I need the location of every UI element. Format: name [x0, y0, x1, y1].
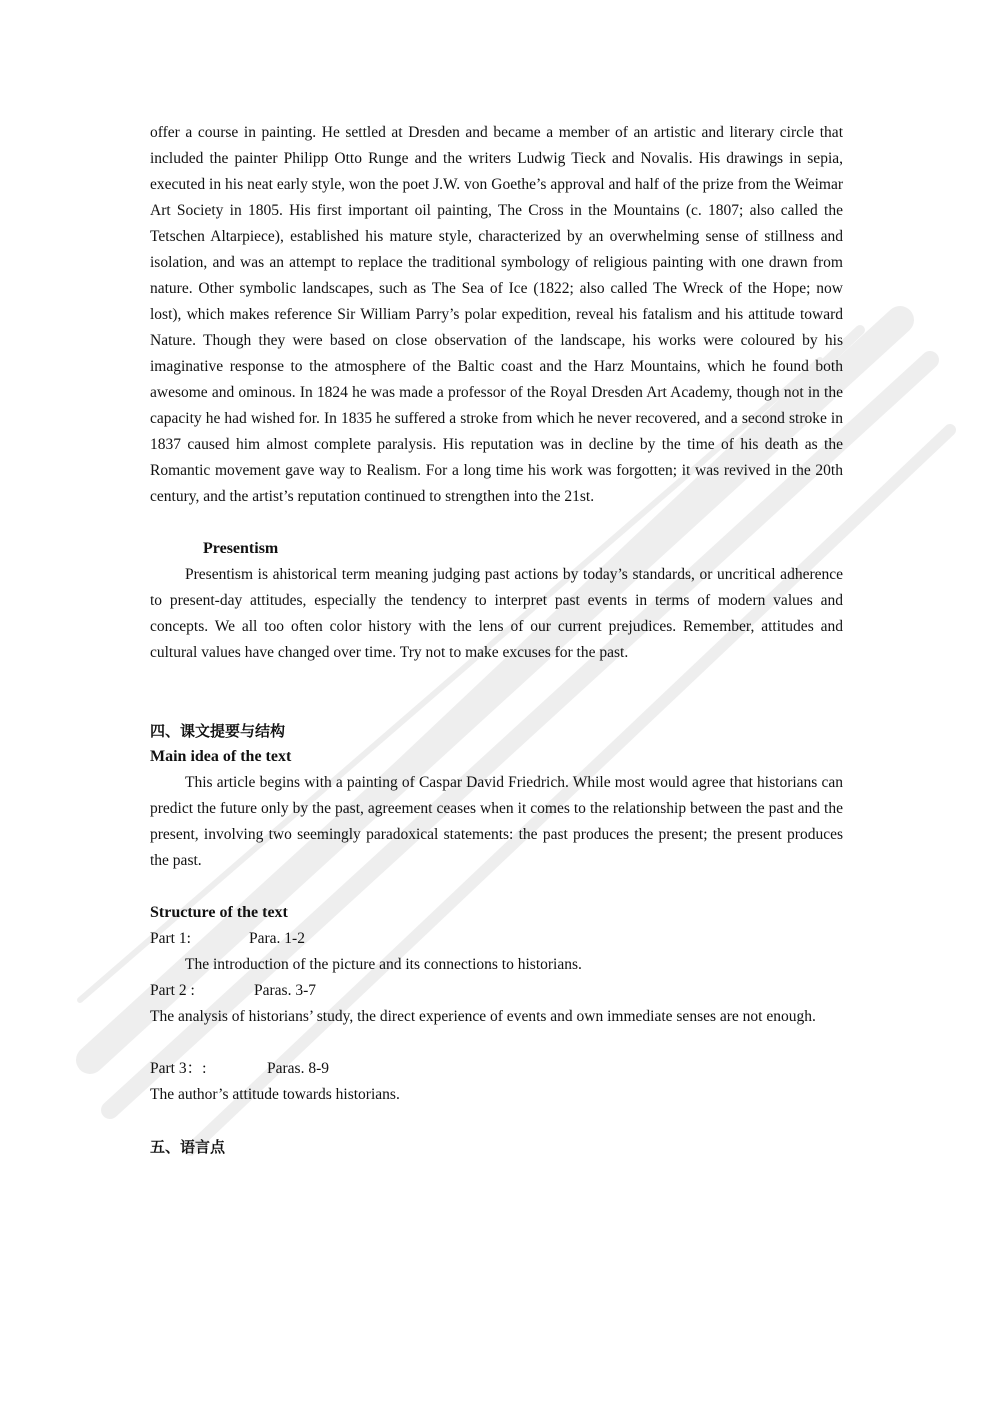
- part-3-desc: The author’s attitude towards historians.: [150, 1086, 400, 1103]
- presentism-heading: Presentism: [203, 540, 279, 557]
- part-1-desc: The introduction of the picture and its connections to historians.: [185, 956, 582, 973]
- bio-paragraph: offer a course in painting. He settled at Dresden and became a member of an artistic and literary circle that included the painter Philipp Otto Runge and the writers Ludwig Tieck and Novalis. His drawings in sepia, executed in his neat early style, won the poet J.W. von Goethe’s approval and half of the prize from the Weimar Art Society in 1805. His first important oil painting, The Cross in the Mountains (c. 1807; also called the Tetschen Altarpiece), established his mature style, characterized by an overwhelming sense of stillness and isolation, and was an attempt to replace the traditional symbology of religious painting with one drawn from nature. Other symbolic landscapes, such as The Sea of Ice (1822; also called The Wreck of the Hope; now lost), which makes reference Sir William Parry’s polar expedition, reveal his fatalism and his attitude toward Nature. Though they were based on close observation of the landscape, his works were coloured by his imaginative response to the atmosphere of the Baltic coast and the Harz Mountains, which he found both awesome and ominous. In 1824 he was made a professor of the Royal Dresden Art Academy, though not in the capacity he had wished for. In 1835 he suffered a stroke from which he never recovered, and a second stroke in 1837 caused him almost complete paralysis. His reputation was in decline by the time of his death as the Romantic movement gave way to Realism. For a long time his work was forgotten; it was revived in the 20th century, and the artist’s reputation continued to strengthen into the 21st.: [150, 124, 843, 505]
- part-2-row: [150, 978, 843, 1004]
- part-2-paras: Paras. 3-7: [254, 982, 316, 999]
- part-3-row: [150, 1056, 843, 1082]
- part-3-label: Part 3：:: [150, 1060, 207, 1077]
- part-2-desc: The analysis of historians’ study, the direct experience of events and own immediate senses are not enough.: [150, 1008, 816, 1025]
- main-idea-body: This article begins with a painting of Caspar David Friedrich. While most would agree that historians can predict the future only by the past, agreement ceases when it comes to the relationship between the past and the present, involving two seemingly paradoxical statements: the past produces the present; the present produces the past.: [150, 774, 843, 869]
- section-4-heading: 四、课文提要与结构: [150, 722, 286, 740]
- part-1-label: Part 1:: [150, 930, 191, 947]
- page-content: [150, 120, 843, 1160]
- section-5-heading: 五、语言点: [150, 1138, 226, 1156]
- part-3-paras: Paras. 8-9: [267, 1060, 329, 1077]
- part-1-row: [150, 926, 843, 952]
- structure-heading: Structure of the text: [150, 904, 288, 921]
- main-idea-heading: Main idea of the text: [150, 748, 292, 765]
- presentism-body: Presentism is ahistorical term meaning judging past actions by today’s standards, or uncritical adherence to present-day attitudes, especially the tendency to interpret past events in terms of modern values and concepts. We all too often color history with the lens of our current prejudices. Remember, attitudes and cultural values have changed over time. Try not to make excuses for the past.: [150, 566, 843, 661]
- part-2-label: Part 2 :: [150, 982, 195, 999]
- part-1-paras: Para. 1-2: [249, 930, 305, 947]
